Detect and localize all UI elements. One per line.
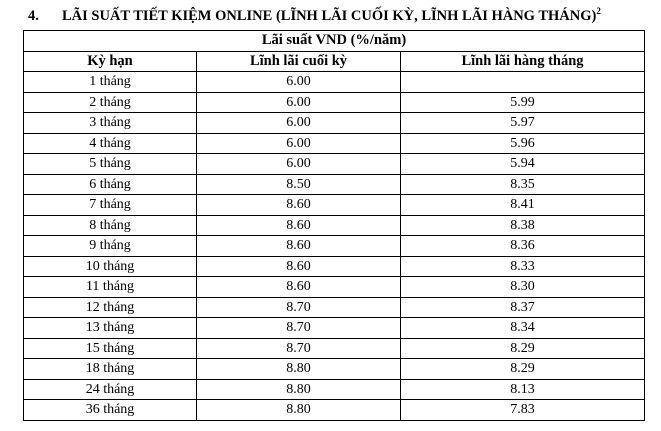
header-end-of-term: Lĩnh lãi cuối kỳ	[197, 51, 401, 72]
monthly-rate-cell: 8.13	[401, 379, 645, 400]
end-of-term-rate-cell: 8.80	[197, 379, 401, 400]
monthly-rate-cell: 8.29	[401, 359, 645, 380]
end-of-term-rate-cell: 8.60	[197, 215, 401, 236]
table-caption: Lãi suất VND (%/năm)	[24, 31, 645, 52]
table-row	[24, 72, 645, 93]
term-cell: 36 tháng	[24, 400, 197, 421]
section-title: LÃI SUẤT TIẾT KIỆM ONLINE (LĨNH LÃI CUỐI KỲ, LĨNH LÃI HÀNG THÁNG)	[62, 7, 597, 24]
table-row	[24, 113, 645, 134]
table-row	[24, 195, 645, 216]
end-of-term-rate-cell: 8.70	[197, 297, 401, 318]
end-of-term-rate-cell: 8.50	[197, 174, 401, 195]
monthly-rate-cell: 8.35	[401, 174, 645, 195]
monthly-rate-cell	[401, 72, 645, 93]
table-row	[24, 174, 645, 195]
table-row	[24, 256, 645, 277]
end-of-term-rate-cell: 8.60	[197, 195, 401, 216]
monthly-rate-cell: 5.94	[401, 154, 645, 175]
term-cell: 13 tháng	[24, 318, 197, 339]
term-cell: 2 tháng	[24, 92, 197, 113]
footnote-marker: 2	[596, 6, 601, 16]
term-cell: 3 tháng	[24, 113, 197, 134]
monthly-rate-cell: 8.38	[401, 215, 645, 236]
table-row	[24, 133, 645, 154]
end-of-term-rate-cell: 8.70	[197, 338, 401, 359]
term-cell: 11 tháng	[24, 277, 197, 298]
term-cell: 5 tháng	[24, 154, 197, 175]
term-cell: 7 tháng	[24, 195, 197, 216]
end-of-term-rate-cell: 8.60	[197, 236, 401, 257]
term-cell: 4 tháng	[24, 133, 197, 154]
table-row	[24, 236, 645, 257]
term-cell: 10 tháng	[24, 256, 197, 277]
monthly-rate-cell: 5.97	[401, 113, 645, 134]
section-heading	[28, 6, 601, 25]
table-row	[24, 338, 645, 359]
monthly-rate-cell: 5.96	[401, 133, 645, 154]
term-cell: 12 tháng	[24, 297, 197, 318]
monthly-rate-cell: 8.36	[401, 236, 645, 257]
term-cell: 1 tháng	[24, 72, 197, 93]
end-of-term-rate-cell: 6.00	[197, 92, 401, 113]
table-row	[24, 92, 645, 113]
interest-rate-table	[23, 30, 645, 421]
monthly-rate-cell: 7.83	[401, 400, 645, 421]
term-cell: 15 tháng	[24, 338, 197, 359]
end-of-term-rate-cell: 6.00	[197, 72, 401, 93]
term-cell: 18 tháng	[24, 359, 197, 380]
table-row	[24, 215, 645, 236]
section-number: 4.	[28, 7, 39, 24]
monthly-rate-cell: 8.34	[401, 318, 645, 339]
table-row	[24, 154, 645, 175]
end-of-term-rate-cell: 8.60	[197, 277, 401, 298]
monthly-rate-cell: 8.33	[401, 256, 645, 277]
term-cell: 9 tháng	[24, 236, 197, 257]
monthly-rate-cell: 5.99	[401, 92, 645, 113]
table-row	[24, 379, 645, 400]
table-row	[24, 359, 645, 380]
header-monthly: Lĩnh lãi hàng tháng	[401, 51, 645, 72]
term-cell: 6 tháng	[24, 174, 197, 195]
end-of-term-rate-cell: 8.80	[197, 359, 401, 380]
table-row	[24, 277, 645, 298]
term-cell: 8 tháng	[24, 215, 197, 236]
end-of-term-rate-cell: 6.00	[197, 113, 401, 134]
table-row	[24, 297, 645, 318]
term-cell: 24 tháng	[24, 379, 197, 400]
monthly-rate-cell: 8.37	[401, 297, 645, 318]
monthly-rate-cell: 8.29	[401, 338, 645, 359]
header-term: Kỳ hạn	[24, 51, 197, 72]
table-row	[24, 318, 645, 339]
end-of-term-rate-cell: 8.80	[197, 400, 401, 421]
end-of-term-rate-cell: 6.00	[197, 154, 401, 175]
end-of-term-rate-cell: 8.70	[197, 318, 401, 339]
monthly-rate-cell: 8.41	[401, 195, 645, 216]
end-of-term-rate-cell: 8.60	[197, 256, 401, 277]
monthly-rate-cell: 8.30	[401, 277, 645, 298]
end-of-term-rate-cell: 6.00	[197, 133, 401, 154]
table-row	[24, 400, 645, 421]
